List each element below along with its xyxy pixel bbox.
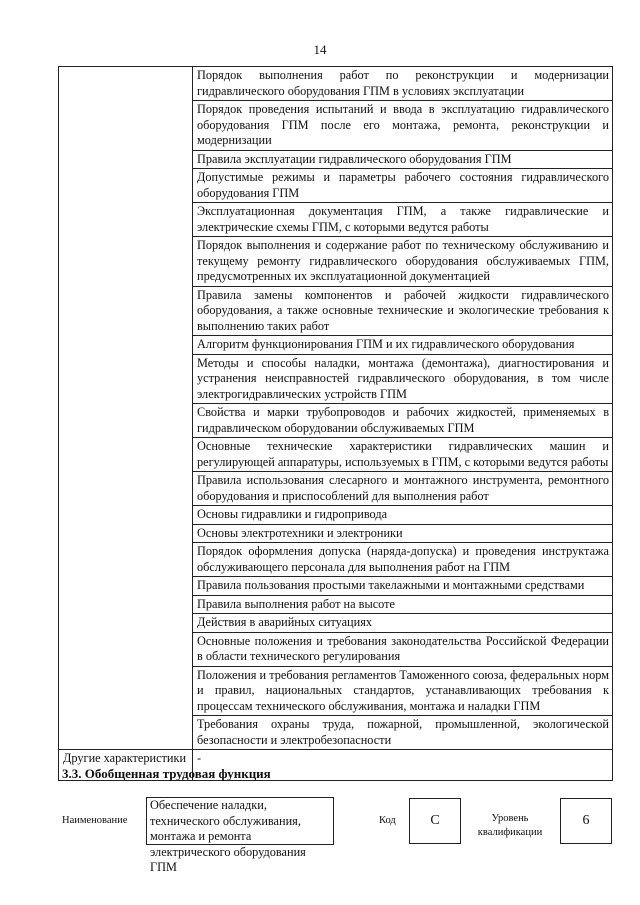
other-characteristics-value: - bbox=[193, 750, 613, 781]
knowledge-item: Основы гидравлики и гидропривода bbox=[193, 506, 613, 525]
requirements-table bbox=[58, 66, 613, 781]
knowledge-item: Требования охраны труда, пожарной, промышленной, экологической безопасности и электробезопасности bbox=[193, 716, 613, 750]
knowledge-item: Основы электротехники и электроники bbox=[193, 524, 613, 543]
qualification-level-box: 6 bbox=[560, 798, 612, 844]
other-characteristics-label: Другие характеристики bbox=[59, 750, 193, 781]
knowledge-item: Порядок выполнения работ по реконструкции и модернизации гидравлического оборудования ГПМ в условиях эксплуатации bbox=[193, 67, 613, 101]
knowledge-item: Основные положения и требования законодательства Российской Федерации в области технического регулирования bbox=[193, 632, 613, 666]
knowledge-item: Порядок оформления допуска (наряда-допуска) и проведения инструктажа обслуживающего персонала для выполнения работ на ГПМ bbox=[193, 543, 613, 577]
knowledge-item: Правила выполнения работ на высоте bbox=[193, 595, 613, 614]
knowledge-label-cell bbox=[59, 67, 193, 750]
knowledge-item: Допустимые режимы и параметры рабочего состояния гидравлического оборудования ГПМ bbox=[193, 169, 613, 203]
knowledge-item: Положения и требования регламентов Таможенного союза, федеральных норм и правил, национальных стандартов, устанавливающих требования к процессам технического обслуживания, монтажа и наладки ГПМ bbox=[193, 666, 613, 716]
knowledge-item: Основные технические характеристики гидравлических машин и регулирующей аппаратуры, используемых в ГПМ, с которыми ведутся работы bbox=[193, 438, 613, 472]
code-label: Код bbox=[379, 815, 396, 826]
name-label: Наименование bbox=[62, 815, 128, 826]
knowledge-item: Порядок проведения испытаний и ввода в эксплуатацию гидравлического оборудования ГПМ после его монтажа, ремонта, реконструкции и модернизации bbox=[193, 101, 613, 151]
knowledge-item: Правила пользования простыми такелажными и монтажными средствами bbox=[193, 577, 613, 596]
knowledge-item: Правила использования слесарного и монтажного инструмента, ремонтного оборудования и приспособлений для выполнения работ bbox=[193, 472, 613, 506]
knowledge-item: Свойства и марки трубопроводов и рабочих жидкостей, применяемых в гидравлическом оборудовании обслуживаемых ГПМ bbox=[193, 404, 613, 438]
requirements-table-body bbox=[59, 67, 613, 781]
knowledge-item: Методы и способы наладки, монтажа (демонтажа), диагностирования и устранения неисправностей гидравлического оборудования, в том числе электрогидравлических устройств ГПМ bbox=[193, 354, 613, 404]
knowledge-item: Порядок выполнения и содержание работ по техническому обслуживанию и текущему ремонту гидравлического оборудования обслуживаемых ГПМ, предусмотренных их эксплуатационной документацией bbox=[193, 237, 613, 287]
knowledge-item: Правила эксплуатации гидравлического оборудования ГПМ bbox=[193, 150, 613, 169]
knowledge-item: Эксплуатационная документация ГПМ, а также гидравлические и электрические схемы ГПМ, с которыми ведутся работы bbox=[193, 203, 613, 237]
name-value-box: Обеспечение наладки, технического обслуживания, монтажа и ремонта электрического оборудования ГПМ bbox=[146, 797, 334, 845]
qualification-level-label: Уровень квалификации bbox=[477, 813, 543, 838]
page-number: 14 bbox=[313, 42, 327, 57]
knowledge-row bbox=[59, 67, 613, 101]
knowledge-item: Действия в аварийных ситуациях bbox=[193, 614, 613, 633]
knowledge-item: Алгоритм функционирования ГПМ и их гидравлического оборудования bbox=[193, 336, 613, 355]
section-title: 3.3. Обобщенная трудовая функция bbox=[62, 766, 271, 781]
code-value-box: С bbox=[409, 798, 461, 844]
knowledge-item: Правила замены компонентов и рабочей жидкости гидравлического оборудования, а также основные технические и экологические требования к выполнению таких работ bbox=[193, 286, 613, 336]
